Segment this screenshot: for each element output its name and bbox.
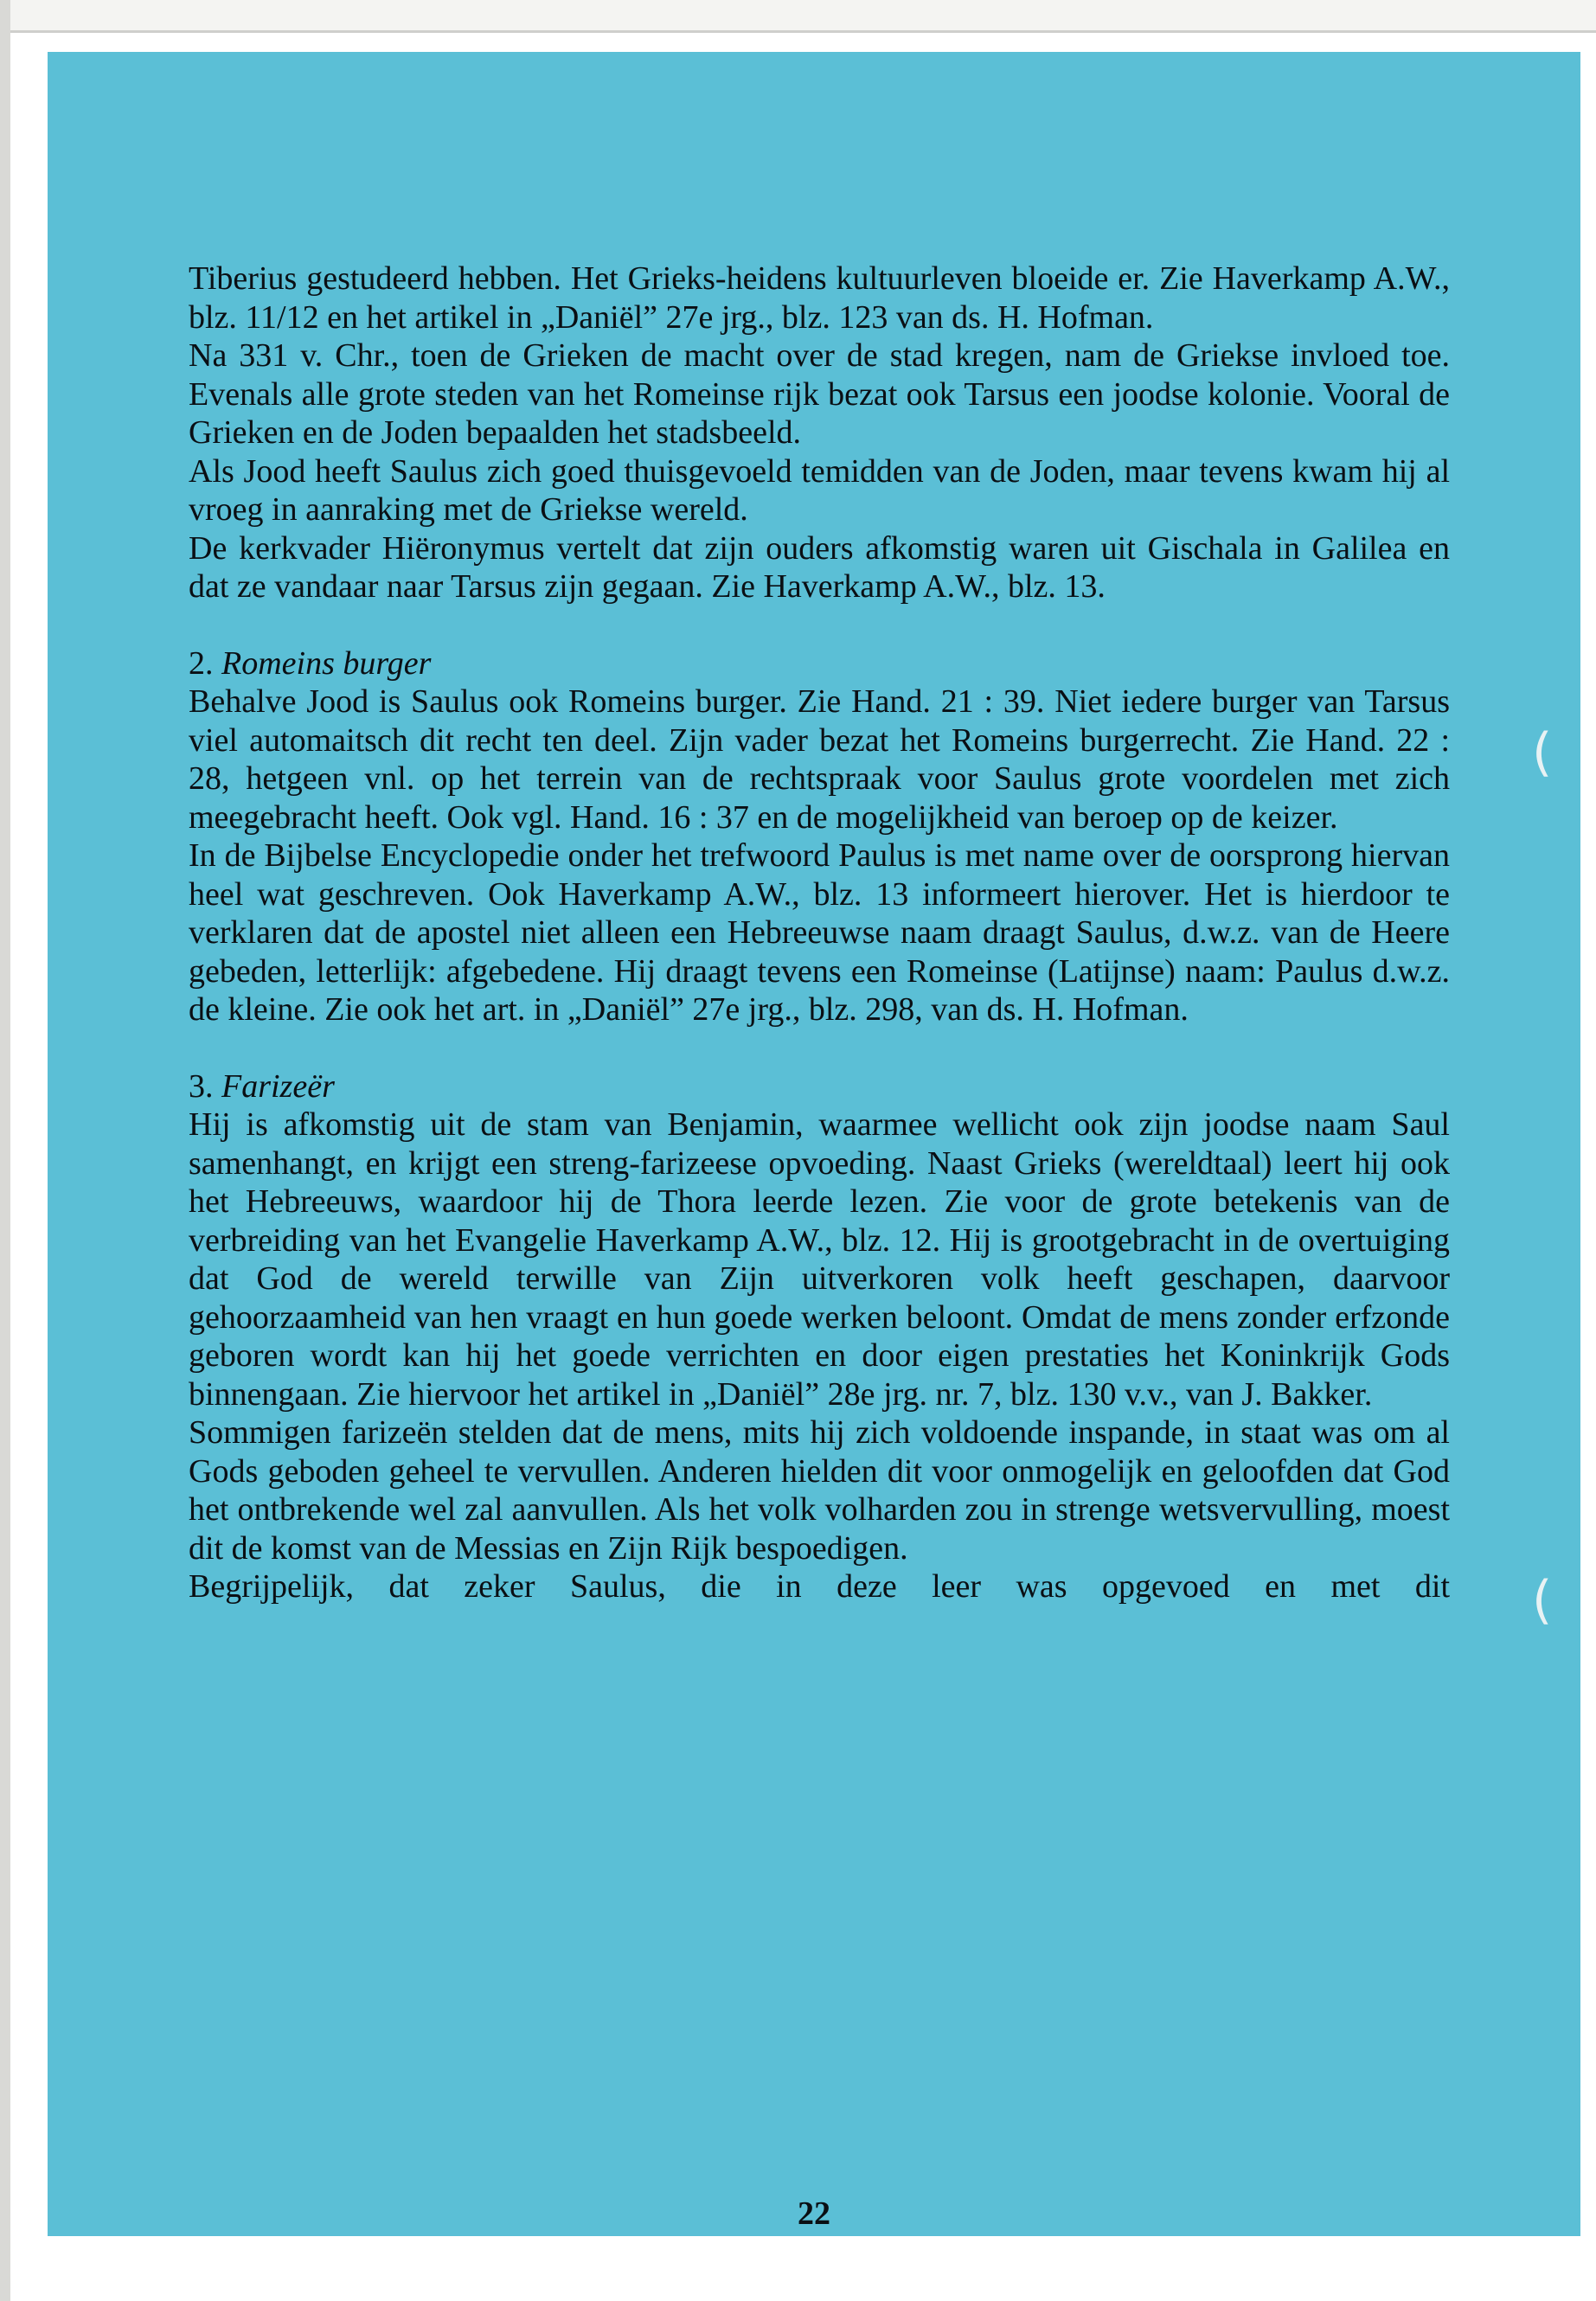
paragraph: In de Bijbelse Encyclopedie onder het trefwoord Paulus is met name over de oorsprong hiervan heel wat geschreven. Ook Haverkamp A.W., blz. 13 informeert hierover. Het is hierdoor te verklaren dat de apostel niet alleen een Hebreeuwse naam draagt Saulus, d.w.z. van de Heere gebeden, letterlijk: afgebedene. Hij draagt tevens een Romeinse (Latijnse) naam: Paulus d.w.z. de kleine. Zie ook het art. in „Daniël” 27e jrg., blz. 298, van ds. H. Hofman.	[189, 837, 1450, 1028]
scan-artifact-mark: (	[1532, 722, 1553, 783]
scan-top-margin	[0, 0, 1596, 33]
section-heading-farizeer	[189, 1067, 1450, 1106]
scan-left-edge	[0, 0, 10, 2301]
book-page	[48, 52, 1580, 2236]
paragraph: Sommigen farizeën stelden dat de mens, mits hij zich voldoende inspande, in staat was om al Gods geboden geheel te vervullen. Anderen hielden dit voor onmogelijk en geloofden dat God het ontbrekende wel zal aanvullen. Als het volk volharden zou in strenge wetsvervulling, moest dit de komst van de Messias en Zijn Rijk bespoedigen.	[189, 1414, 1450, 1567]
paragraph: Als Jood heeft Saulus zich goed thuisgevoeld temidden van de Joden, maar tevens kwam hij al vroeg in aanraking met de Griekse wereld.	[189, 452, 1450, 528]
section-spacer	[189, 1029, 1450, 1067]
paragraph: Hij is afkomstig uit de stam van Benjamin, waarmee wellicht ook zijn joodse naam Saul samenhangt, en krijgt een streng-farizeese opvoeding. Naast Grieks (wereldtaal) leert hij ook het Hebreeuws, waardoor hij de Thora leerde lezen. Zie voor de grote betekenis van de verbreiding van het Evangelie Haverkamp A.W., blz. 12. Hij is grootgebracht in de overtuiging dat God de wereld terwille van Zijn uitverkoren volk heeft geschapen, daarvoor gehoorzaamheid van hen vraagt en hun goede werken beloont. Omdat de mens zonder erfzonde geboren wordt kan hij het goede verrichten en door eigen prestaties het Koninkrijk Gods binnengaan. Zie hiervoor het artikel in „Daniël” 28e jrg. nr. 7, blz. 130 v.v., van J. Bakker.	[189, 1106, 1450, 1413]
paragraph: Tiberius gestudeerd hebben. Het Grieks-heidens kultuurleven bloeide er. Zie Haverkamp A.W., blz. 11/12 en het artikel in „Daniël” 27e jrg., blz. 123 van ds. H. Hofman.	[189, 260, 1450, 336]
section-title: Farizeër	[221, 1067, 335, 1105]
section-number: 2.	[189, 644, 214, 682]
section-heading-romeins-burger	[189, 644, 1450, 683]
body-text	[189, 260, 1450, 1606]
paragraph: Begrijpelijk, dat zeker Saulus, die in deze leer was opgevoed en met dit	[189, 1568, 1450, 1605]
page-number: 22	[798, 2195, 830, 2232]
paragraph: De kerkvader Hiëronymus vertelt dat zijn ouders afkomstig waren uit Gischala in Galilea en dat ze vandaar naar Tarsus zijn gegaan. Zie Haverkamp A.W., blz. 13.	[189, 529, 1450, 605]
paragraph: Behalve Jood is Saulus ook Romeins burger. Zie Hand. 21 : 39. Niet iedere burger van Tarsus viel automaitsch dit recht ten deel. Zijn vader bezat het Romeins burgerrecht. Zie Hand. 22 : 28, hetgeen vnl. op het terrein van de rechtspraak voor Saulus grote voordelen met zich meegebracht heeft. Ook vgl. Hand. 16 : 37 en de mogelijkheid van beroep op de keizer.	[189, 683, 1450, 836]
paragraph: Na 331 v. Chr., toen de Grieken de macht over de stad kregen, nam de Griekse invloed toe. Evenals alle grote steden van het Romeinse rijk bezat ook Tarsus een joodse kolonie. Vooral de Grieken en de Joden bepaalden het stadsbeeld.	[189, 337, 1450, 451]
section-spacer	[189, 606, 1450, 644]
scan-artifact-mark: (	[1532, 1570, 1553, 1631]
section-number: 3.	[189, 1067, 214, 1105]
section-title: Romeins burger	[221, 644, 432, 682]
